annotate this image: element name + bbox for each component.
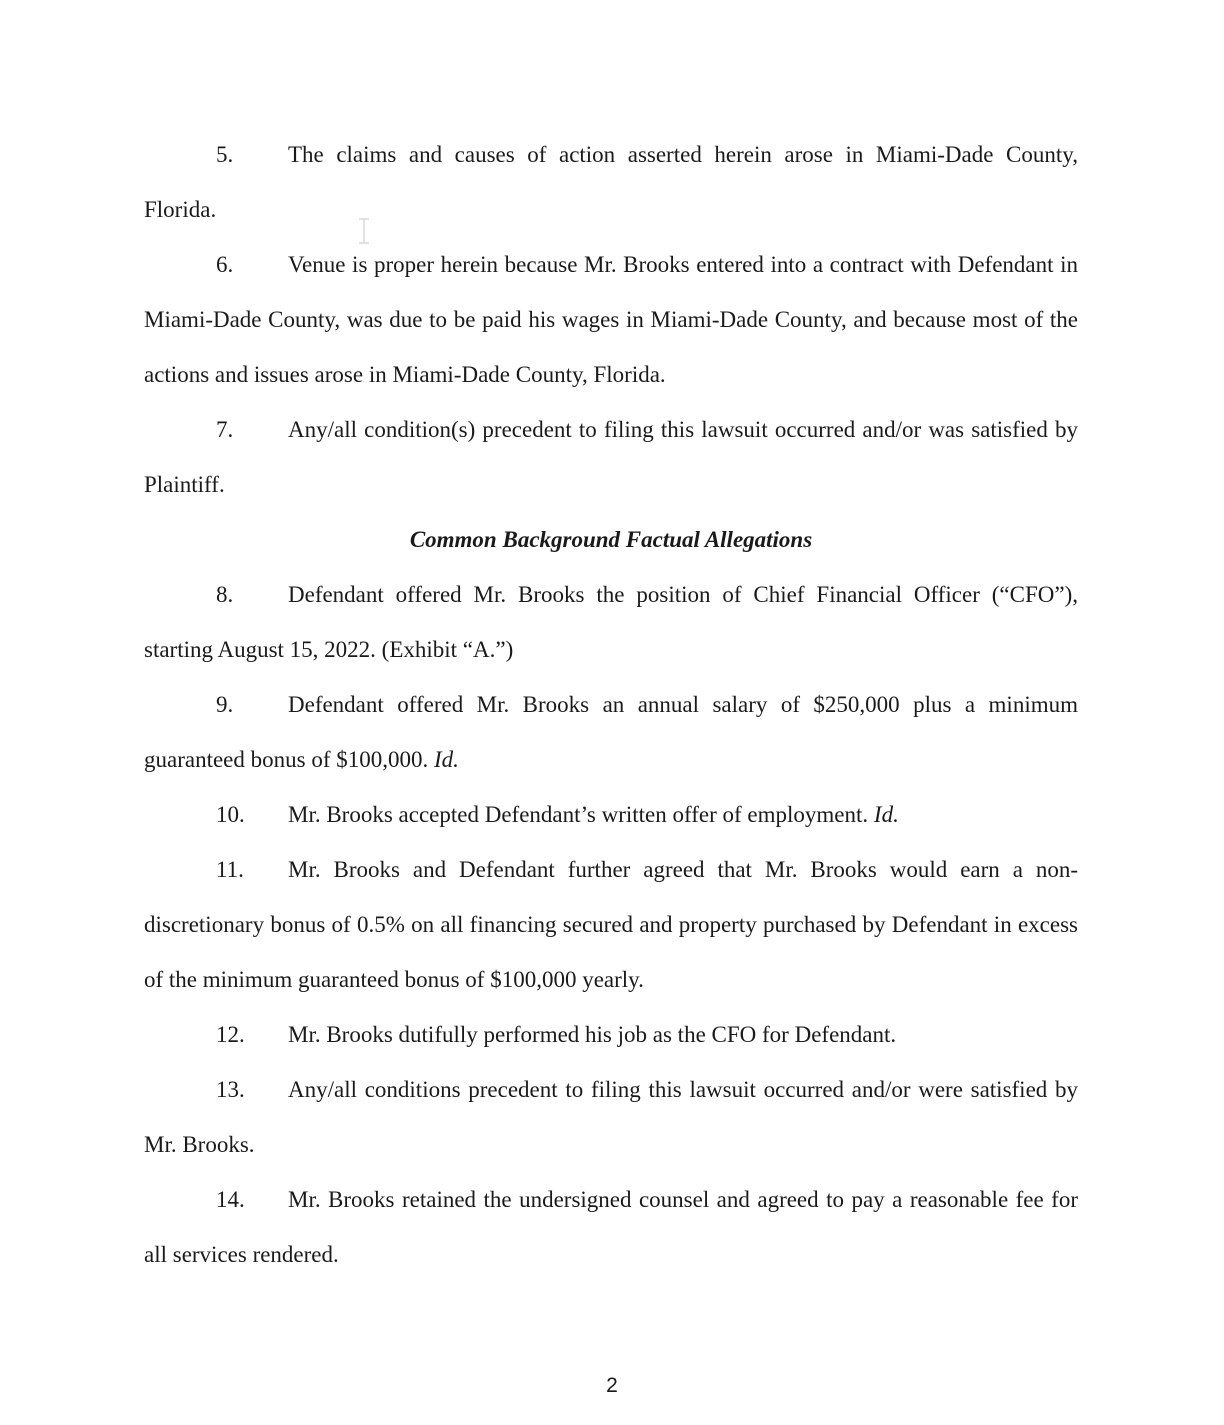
paragraph-number: 14. — [216, 1187, 245, 1212]
paragraph-text: Any/all conditions precedent to filing this lawsuit occurred and/or were satisfied by Mr. Brooks. — [144, 1077, 1078, 1157]
page-number: 2 — [606, 1374, 618, 1397]
paragraph-text: Any/all condition(s) precedent to filing this lawsuit occurred and/or was satisfied by Plaintiff. — [144, 417, 1078, 497]
paragraph-text: Mr. Brooks dutifully performed his job as the CFO for Defendant. — [288, 1022, 897, 1047]
paragraph-5 — [144, 127, 1078, 237]
citation: Id. — [873, 802, 899, 827]
paragraph-number: 5. — [216, 142, 234, 167]
paragraph-8 — [144, 567, 1078, 677]
paragraph-number: 10. — [216, 802, 245, 827]
paragraph-number: 11. — [216, 857, 244, 882]
paragraph-text: Defendant offered Mr. Brooks an annual salary of $250,000 plus a minimum guaranteed bonus of $100,000. — [144, 692, 1078, 772]
paragraph-text: Defendant offered Mr. Brooks the position of Chief Financial Officer (“CFO”), starting August 15, 2022. (Exhibit “A.”) — [144, 582, 1078, 662]
paragraph-10 — [144, 787, 1078, 842]
citation: Id. — [434, 747, 459, 772]
paragraph-7 — [144, 402, 1078, 512]
paragraph-number: 9. — [216, 692, 234, 717]
paragraph-13 — [144, 1062, 1078, 1172]
paragraph-14 — [144, 1172, 1078, 1282]
paragraph-text: Mr. Brooks retained the undersigned counsel and agreed to pay a reasonable fee for all services rendered. — [144, 1187, 1078, 1267]
paragraph-9 — [144, 677, 1078, 787]
document-body — [144, 127, 1078, 1282]
paragraph-number: 7. — [216, 417, 234, 442]
paragraph-6 — [144, 237, 1078, 402]
paragraph-text: The claims and causes of action asserted herein arose in Miami-Dade County, Florida. — [144, 142, 1078, 222]
paragraph-number: 12. — [216, 1022, 245, 1047]
paragraph-text: Mr. Brooks and Defendant further agreed that Mr. Brooks would earn a non-discretionary bonus of 0.5% on all financing secured and property purchased by Defendant in excess of the minimum guaranteed bonus of $100,000 yearly. — [144, 857, 1078, 992]
paragraph-12 — [144, 1007, 1078, 1062]
paragraph-number: 8. — [216, 582, 234, 607]
paragraph-number: 6. — [216, 252, 234, 277]
paragraph-text: Mr. Brooks accepted Defendant’s written offer of employment. — [288, 802, 869, 827]
paragraph-11 — [144, 842, 1078, 1007]
paragraph-number: 13. — [216, 1077, 245, 1102]
paragraph-text: Venue is proper herein because Mr. Brooks entered into a contract with Defendant in Miami-Dade County, was due to be paid his wages in Miami-Dade County, and because most of the actions and issues arose in Miami-Dade County, Florida. — [144, 252, 1078, 387]
section-heading: Common Background Factual Allegations — [409, 527, 813, 552]
